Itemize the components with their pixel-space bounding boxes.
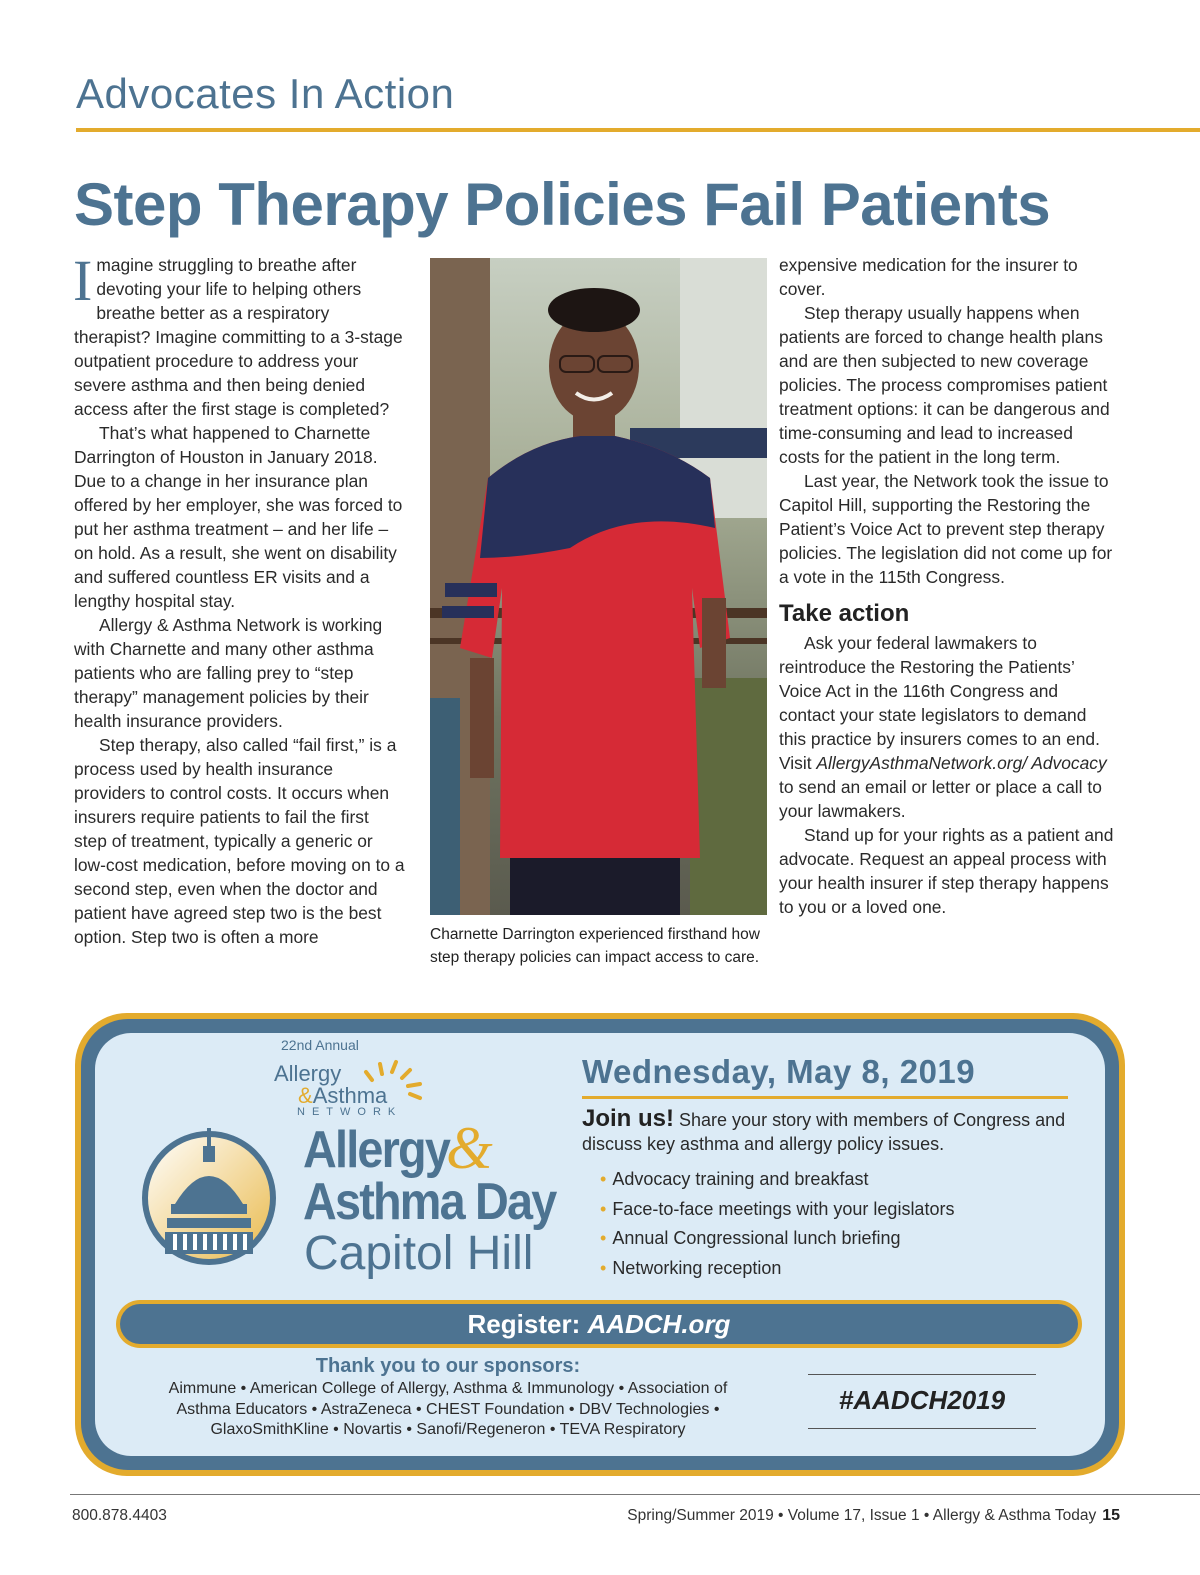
section-title: Advocates In Action [76, 70, 455, 117]
footer-issue-info: Spring/Summer 2019 • Volume 17, Issue 1 • Allergy & Asthma Today 15 [627, 1507, 1120, 1524]
advocacy-link[interactable]: AllergyAsthmaNetwork.org/ Advocacy [816, 753, 1107, 773]
article-paragraph: expensive medication for the insurer to cover. [779, 255, 1078, 299]
event-logo-ampersand: & [446, 1115, 493, 1181]
article-paragraph: Step therapy, also called “fail first,” is a process used by health insurance providers to control costs. It occurs when insurers require patients to fail the first step of treatment, typically a generic or low-cost medication, before moving on to a second step, even when the doctor and patient have agreed step two is the best option. Step two is often a more [74, 735, 405, 947]
register-label: Register: [467, 1309, 588, 1339]
list-item: • Advocacy training and breakfast [600, 1165, 954, 1195]
section-divider [76, 128, 1200, 132]
sponsors-list: Aimmune • American College of Allergy, Asthma & Immunology • Association of Asthma Educators • AstraZeneca • CHEST Foundation • DBV Technologies • GlaxoSmithKline • Novartis • Sanofi/Regeneron • TEVA Respiratory [168, 1380, 728, 1438]
hashtag-divider-bottom [808, 1428, 1036, 1429]
register-banner [116, 1300, 1082, 1348]
footer-divider [70, 1494, 1200, 1495]
capitol-dome-icon [141, 1118, 277, 1274]
drop-cap: I [73, 248, 93, 313]
take-action-subhead: Take action [779, 600, 910, 627]
article-paragraph: That’s what happened to Charnette Darrington of Houston in January 2018. Due to a change in her insurance plan offered by her employer, she was forced to put her asthma treatment – and her life – on hold. As a result, she went on disability and suffered countless ER visits and a lengthy hospital stay. [74, 423, 403, 611]
article-paragraph: Imagine struggling to breathe after devoting your life to helping others breathe better as a respiratory therapist? Imagine committing to a 3-stage outpatient procedure to address your severe asthma and then being denied access after the first stage is completed? [73, 248, 403, 419]
article-column-left [73, 248, 406, 949]
sun-rays-icon [358, 1058, 428, 1118]
page-number: 15 [1102, 1507, 1120, 1524]
event-logo-allergy: Allergy [303, 1121, 450, 1179]
footer-phone: 800.878.4403 [72, 1507, 167, 1524]
article-column-right [779, 253, 1115, 919]
woman-portrait-image [430, 258, 767, 915]
event-agenda-list [600, 1165, 954, 1283]
list-item: • Face-to-face meetings with your legislators [600, 1195, 954, 1225]
hashtag-divider-top [808, 1374, 1036, 1375]
register-link[interactable]: AADCH.org [587, 1309, 731, 1339]
article-paragraph: Allergy & Asthma Network is working with Charnette and many other asthma patients who are falling prey to “step therapy” management policies by their health insurance providers. [74, 615, 383, 731]
article-paragraph: Last year, the Network took the issue to Capitol Hill, supporting the Restoring the Patient’s Voice Act to prevent step therapy policies. The legislation did not come up for a vote in the 115th Congress. [779, 471, 1113, 587]
join-us-text: Join us! Share your story with members of Congress and discuss key asthma and allergy policy issues. [582, 1105, 1066, 1154]
event-logo-capitol-hill: Capitol Hill [304, 1227, 534, 1280]
list-item: • Annual Congressional lunch briefing [600, 1224, 954, 1254]
article-headline: Step Therapy Policies Fail Patients [74, 171, 1051, 238]
photo-caption: Charnette Darrington experienced firsthand how step therapy policies can impact access to care. [430, 926, 760, 966]
event-date: Wednesday, May 8, 2019 [582, 1053, 976, 1090]
network-logo-asthma: &Asthma [298, 1083, 388, 1108]
list-item: • Networking reception [600, 1254, 954, 1284]
event-date-divider [582, 1096, 1068, 1099]
article-paragraph: Stand up for your rights as a patient and advocate. Request an appeal process with your health insurer if step therapy happens to you or a loved one. [779, 825, 1114, 917]
ad-annual-label: 22nd Annual [281, 1037, 359, 1053]
sponsors-title: Thank you to our sponsors: [315, 1355, 581, 1377]
article-paragraph: Step therapy usually happens when patients are forced to change health plans and are then subjected to new coverage policies. The process compromises patient treatment options: it can be dangerous and time-consuming and lead to increased costs for the patient in the long term. [779, 303, 1110, 467]
event-logo-asthma-day: Asthma Day [303, 1173, 556, 1231]
network-logo-allergy: Allergy [274, 1061, 342, 1086]
network-logo-network: NETWORK [297, 1106, 403, 1118]
article-paragraph: Ask your federal lawmakers to reintroduce the Restoring the Patients’ Voice Act in the 116th Congress and contact your state legislators to demand this practice by insurers comes to an end. Visit AllergyAsthmaNetwork.org/ Advocacy to send an email or letter or place a call to your lawmakers. [779, 633, 1107, 821]
article-photo [430, 258, 767, 915]
event-hashtag: #AADCH2019 [838, 1385, 1006, 1415]
